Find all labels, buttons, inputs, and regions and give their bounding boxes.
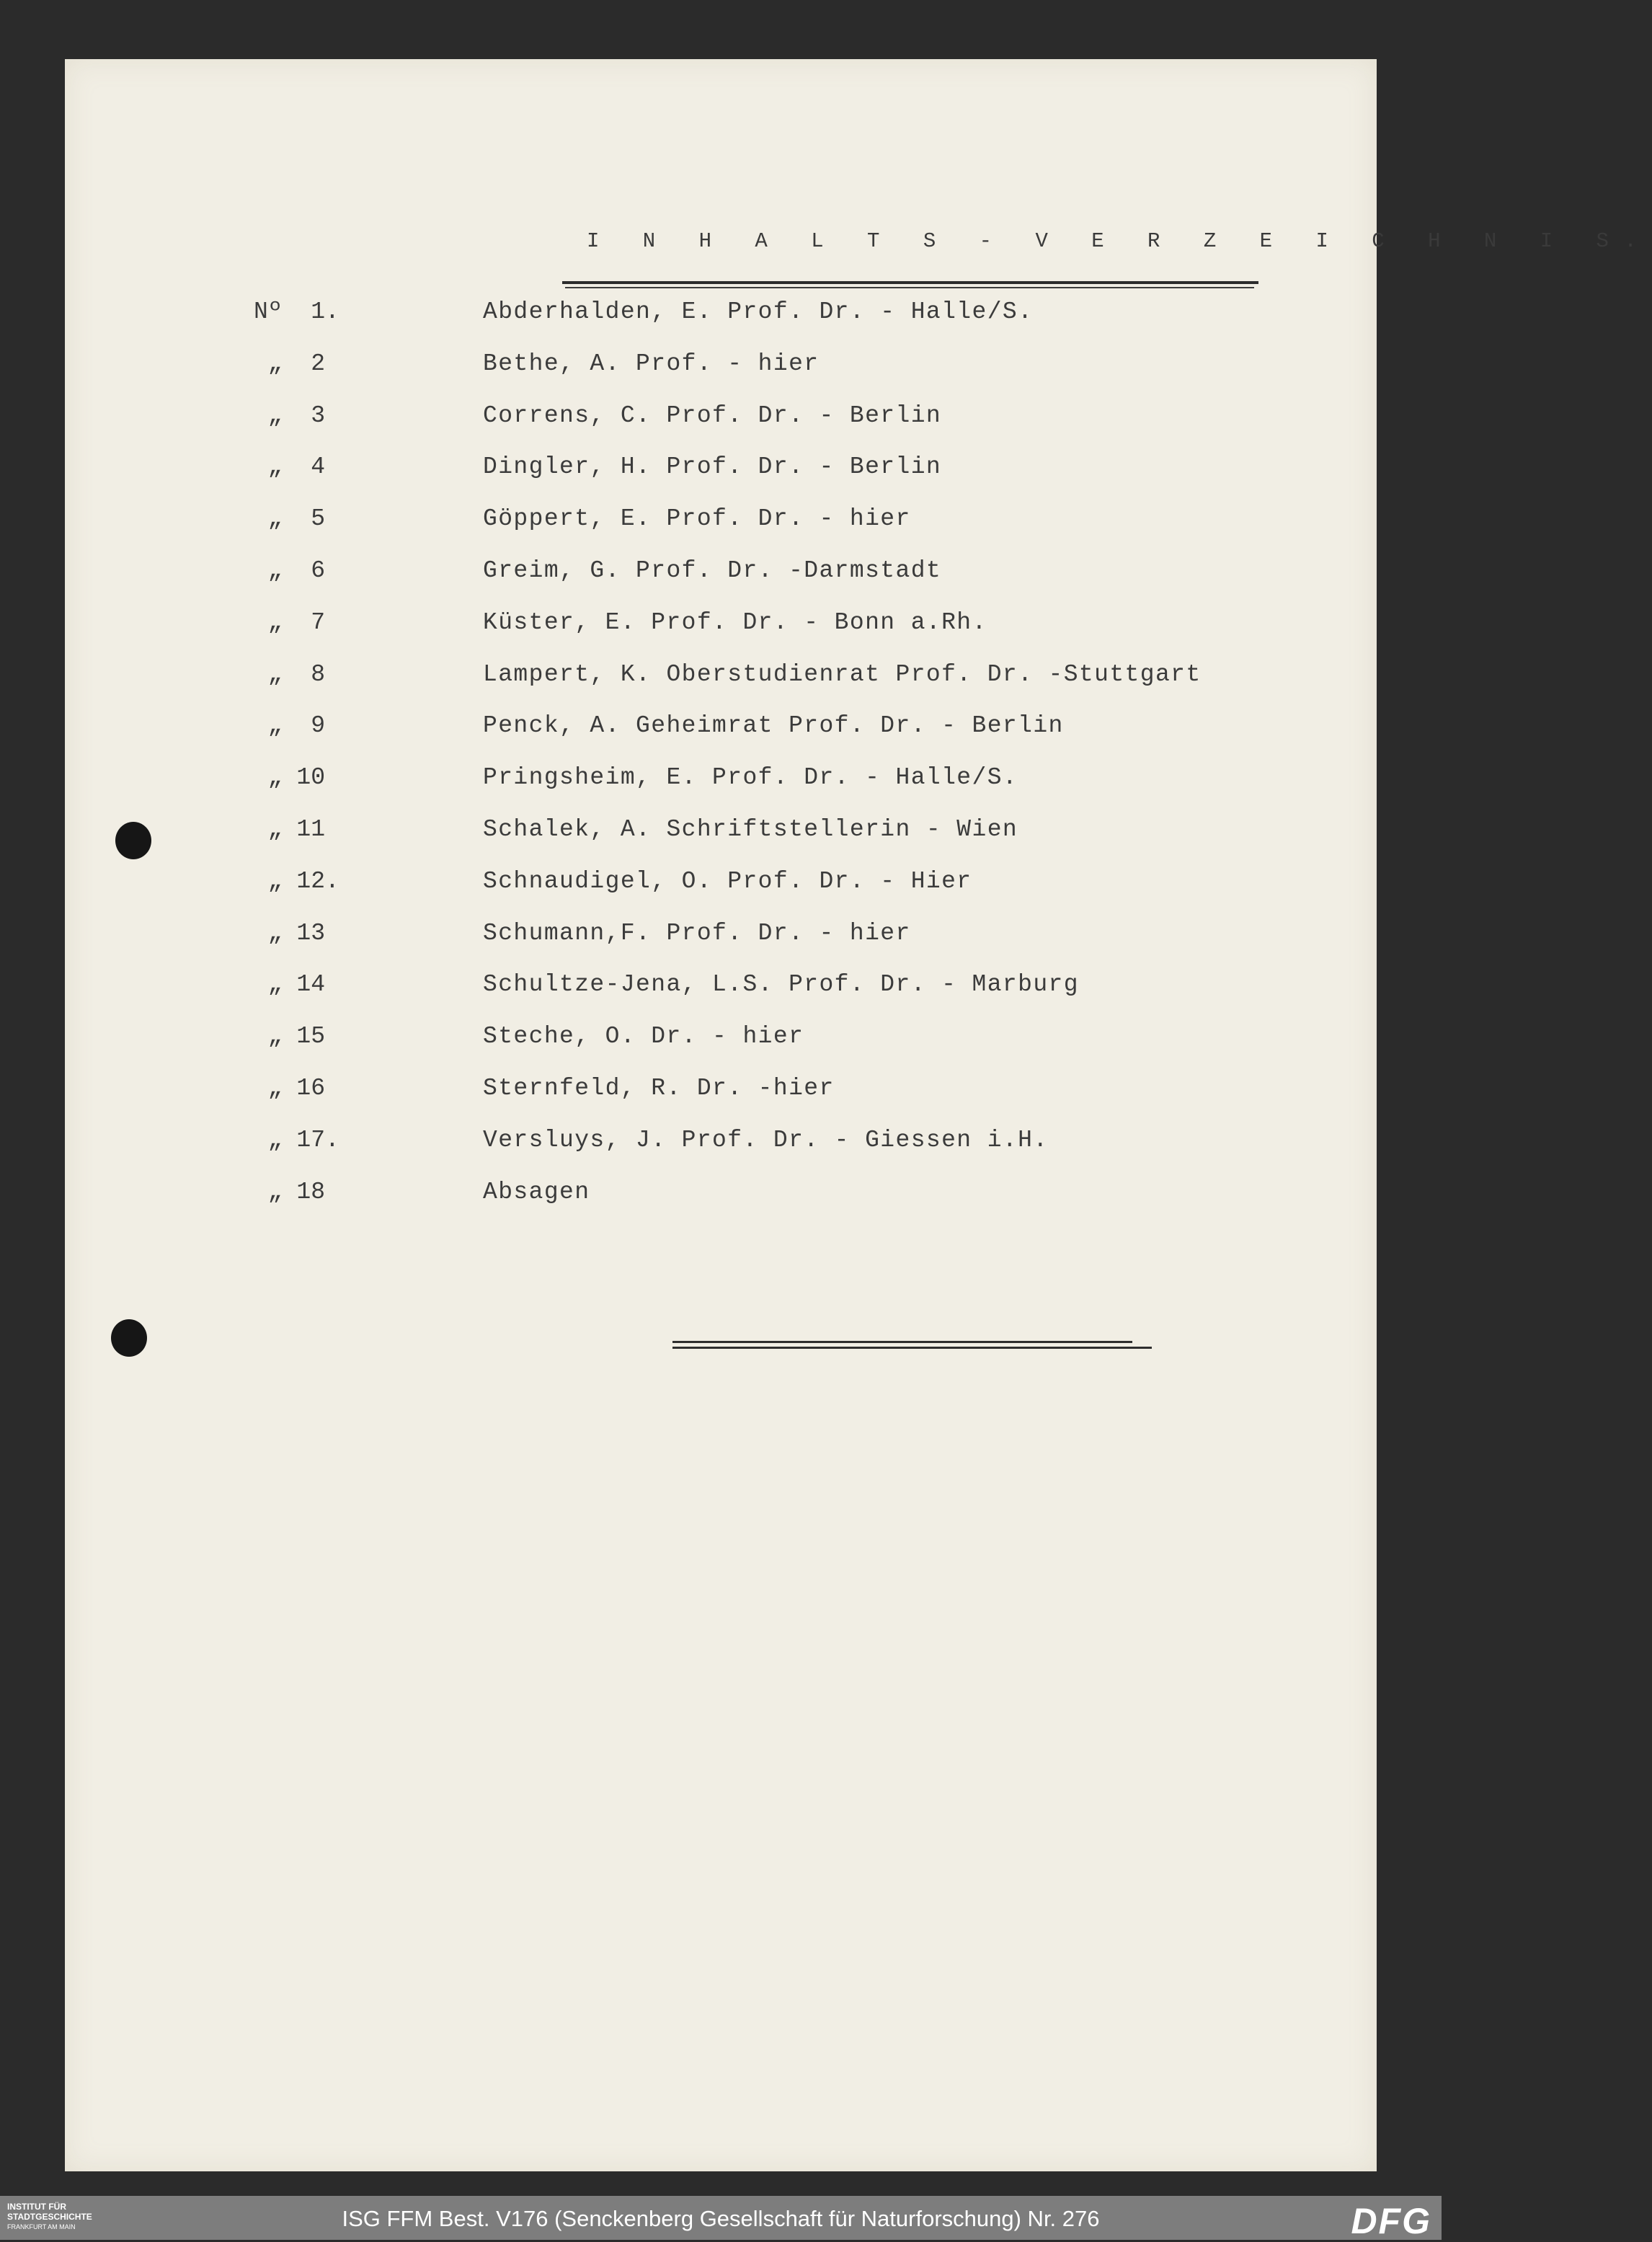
entry-number: „ 11 <box>254 816 326 843</box>
entry-row <box>65 712 1377 741</box>
title-underline-thick <box>562 281 1258 284</box>
entry-row <box>65 971 1377 1000</box>
entry-number: „ 15 <box>254 1023 326 1050</box>
entry-row <box>65 505 1377 534</box>
entry-text: Küster, E. Prof. Dr. - Bonn a.Rh. <box>483 609 987 636</box>
entry-text: Abderhalden, E. Prof. Dr. - Halle/S. <box>483 298 1034 325</box>
entry-text: Correns, C. Prof. Dr. - Berlin <box>483 402 942 429</box>
entry-row <box>65 661 1377 690</box>
entry-text: Greim, G. Prof. Dr. -Darmstadt <box>483 557 942 584</box>
entry-number: „ 6 <box>254 557 326 584</box>
closing-rule-upper <box>672 1341 1132 1343</box>
entry-number: „ 13 <box>254 920 326 947</box>
entry-text: Sternfeld, R. Dr. -hier <box>483 1075 835 1102</box>
entry-number: „ 12. <box>254 868 339 895</box>
entry-row <box>65 402 1377 431</box>
entry-number: „ 14 <box>254 971 326 998</box>
entry-row <box>65 816 1377 845</box>
entry-row <box>65 920 1377 949</box>
entry-number: „ 9 <box>254 712 326 739</box>
entry-number: „ 2 <box>254 350 326 377</box>
entry-row <box>65 1075 1377 1104</box>
entry-text: Schalek, A. Schriftstellerin - Wien <box>483 816 1018 843</box>
punch-hole-lower <box>111 1319 147 1357</box>
entry-text: Penck, A. Geheimrat Prof. Dr. - Berlin <box>483 712 1064 739</box>
entry-row <box>65 1179 1377 1208</box>
entry-number: „ 5 <box>254 505 326 532</box>
entry-text: Schultze-Jena, L.S. Prof. Dr. - Marburg <box>483 971 1079 998</box>
entry-row <box>65 453 1377 482</box>
entry-text: Lampert, K. Oberstudienrat Prof. Dr. -Stuttgart <box>483 661 1202 688</box>
entry-text: Pringsheim, E. Prof. Dr. - Halle/S. <box>483 764 1018 791</box>
punch-hole-upper <box>115 822 151 859</box>
institute-line-3: FRANKFURT AM MAIN <box>7 2223 76 2230</box>
archive-caption: ISG FFM Best. V176 (Senckenberg Gesellschaft für Naturforschung) Nr. 276 <box>342 2206 1100 2231</box>
entry-row <box>65 868 1377 897</box>
archive-footer-bar <box>0 2196 1442 2240</box>
entry-text: Steche, O. Dr. - hier <box>483 1023 804 1050</box>
entry-text: Göppert, E. Prof. Dr. - hier <box>483 505 911 532</box>
entry-number: „ 4 <box>254 453 326 480</box>
entry-row <box>65 609 1377 638</box>
entry-number: „ 17. <box>254 1127 339 1153</box>
document-title: I N H A L T S - V E R Z E I C H N I S. <box>587 229 1652 253</box>
closing-rule <box>672 1341 1152 1350</box>
entry-row <box>65 1127 1377 1156</box>
entry-row <box>65 1023 1377 1052</box>
dfg-logo: DFG <box>1351 2201 1431 2241</box>
entry-text: Dingler, H. Prof. Dr. - Berlin <box>483 453 942 480</box>
institute-line-2: STADTGESCHICHTE <box>7 2212 92 2222</box>
entry-text: Schumann,F. Prof. Dr. - hier <box>483 920 911 947</box>
entry-number: Nº 1. <box>254 298 339 325</box>
title-underline <box>562 281 1258 290</box>
institute-line-1: INSTITUT FÜR <box>7 2202 66 2212</box>
entry-row <box>65 350 1377 379</box>
entry-text: Versluys, J. Prof. Dr. - Giessen i.H. <box>483 1127 1049 1153</box>
document-page <box>65 59 1652 2171</box>
closing-rule-lower <box>672 1347 1152 1349</box>
title-underline-thin <box>565 287 1254 288</box>
entry-text: Schnaudigel, O. Prof. Dr. - Hier <box>483 868 972 895</box>
entry-number: „ 10 <box>254 764 326 791</box>
entry-number: „ 7 <box>254 609 326 636</box>
entry-text: Bethe, A. Prof. - hier <box>483 350 820 377</box>
entry-row <box>65 764 1377 793</box>
entry-number: „ 18 <box>254 1179 326 1205</box>
entry-number: „ 16 <box>254 1075 326 1102</box>
entry-number: „ 3 <box>254 402 326 429</box>
entry-row <box>65 298 1377 327</box>
entry-number: „ 8 <box>254 661 326 688</box>
entry-text: Absagen <box>483 1179 590 1205</box>
entry-row <box>65 557 1377 586</box>
